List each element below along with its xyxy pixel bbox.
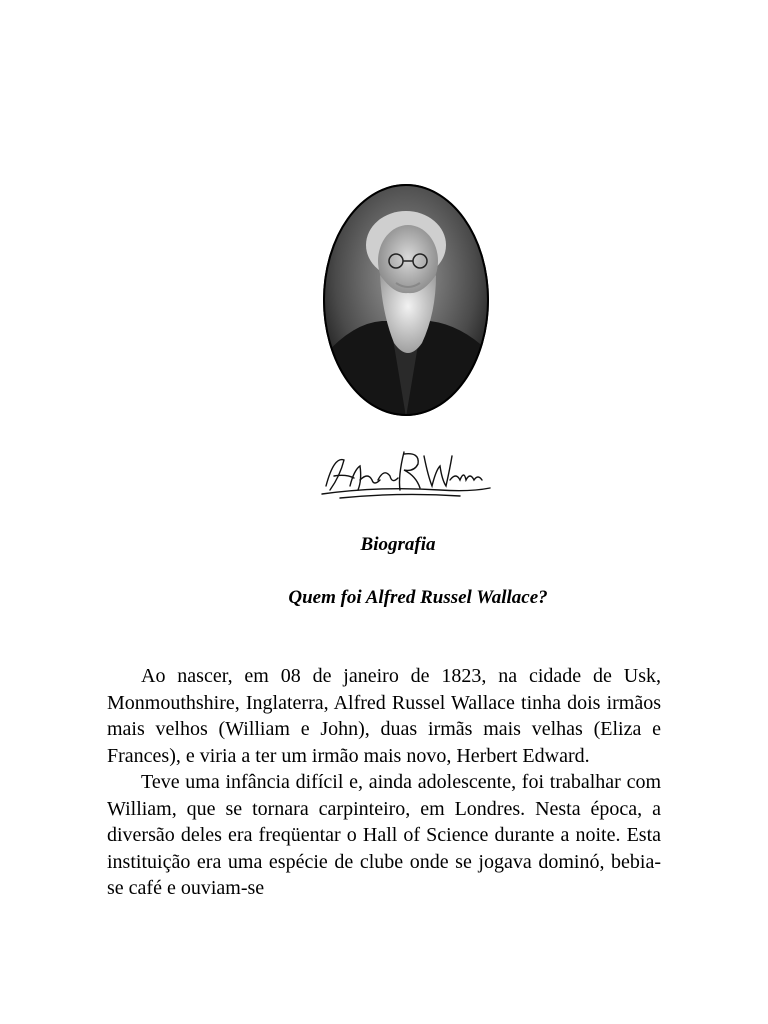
page-title: Biografia <box>360 534 436 555</box>
paragraph: Teve uma infância difícil e, ainda adolescente, foi trabalhar com William, que se tornara carpinteiro, em Londres. Nesta época, a diversão deles era freqüentar o Hall of Science durante a noite. Esta instituição era uma espécie de clube onde se jogava dominó, bebia-se café e ouviam-se <box>107 771 661 899</box>
page-subtitle: Quem foi Alfred Russel Wallace? <box>288 587 548 608</box>
portrait-photo <box>322 183 490 417</box>
signature-image <box>320 446 492 502</box>
body-text <box>107 663 661 902</box>
paragraph: Ao nascer, em 08 de janeiro de 1823, na cidade de Usk, Monmouthshire, Inglaterra, Alfred Russel Wallace tinha dois irmãos mais velhos (William e John), duas irmãs mais velhas (Eliza e Frances), e viria a ter um irmão mais novo, Herbert Edward. <box>107 665 661 767</box>
